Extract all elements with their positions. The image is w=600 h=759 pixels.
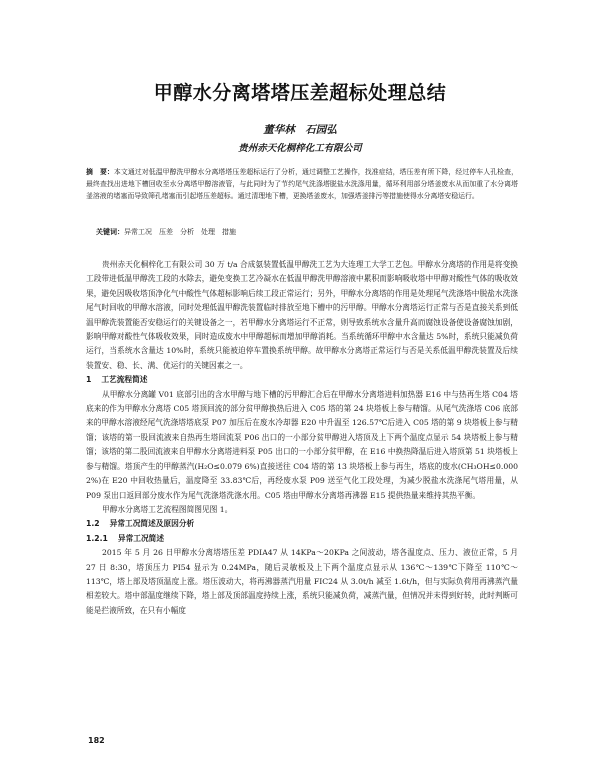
body-text <box>86 258 518 618</box>
paper-title: 甲醇水分离塔塔压差超标处理总结 <box>153 82 447 104</box>
section-heading-1-2 <box>86 517 518 531</box>
paragraph-intro: 贵州赤天化桐梓化工有限公司 30 万 t/a 合成氨装置低温甲醇洗工艺为大连理工大学工艺包。甲醇水分离塔的作用是将变换工段带进低温甲醇洗工段的水除去，避免变换工艺冷凝水在低温甲醇洗甲醇溶液中累积而影响吸收塔中甲醇对酸性气体的吸收效果，避免因吸收塔顶净化气中酸性气体超标影响后续工段正常运行；另外，甲醇水分离塔的作用是处理尾气洗涤塔中脱盐水洗涤尾气时回收的甲醇水溶液，同时处理低温甲醇洗装置临时排放至地下槽中的污甲醇。甲醇水分离塔运行正常与否是直接关系到低温甲醇洗装置能否安稳运行的关键设备之一，若甲醇水分离塔运行不正常，则导致系统水含量升高而腐蚀设备使设备腐蚀加剧，影响甲醇对酸性气体吸收效果，同时造成废水中甲醇超标而增加甲醇消耗。当系统循环甲醇中水含量达 5%时，系统只能减负荷运行，当系统水含量达 10%时，系统只能被迫停车置换系统甲醇。故甲醇水分离塔正常运行与否是关系低温甲醇洗装置及后续装置安、稳、长、满、优运行的关键因素之一。 <box>86 260 518 370</box>
paragraph-figure-ref: 甲醇水分离塔工艺流程图简图见图 1。 <box>102 504 233 514</box>
page-number: 182 <box>88 736 105 745</box>
keywords-text: 异常工况 压差 分析 处理 措施 <box>124 228 236 236</box>
paragraph-process: 从甲醇水分离罐 V01 底部引出的含水甲醇与地下槽的污甲醇汇合后在甲醇水分离塔进料加热器 E16 中与热再生塔 C04 塔底来的作为甲醇水分离塔 C05 塔顶回流的部分贫甲醇换热后进入 C05 塔的第 24 块塔板上参与精馏。从尾气洗涤塔 C06 底部来的甲醇水溶液经尾气洗涤塔塔底泵 P07 加压后在废水冷却器 E20 中升温至 126.57℃后进入 C05 塔的第 9 块塔板上参与精馏；该塔的第一股回流液来自热再生塔回流泵 P06 出口的一小部分贫甲醇进入塔顶及上下两个温度点显示 54 块塔板上参与精馏；该塔的第二股回流液来自甲醇水分离塔进料泵 P05 出口的一小部分贫甲醇，在 E16 中换热降温后进入塔顶第 51 块塔板上参与精馏。塔顶产生的甲醇蒸汽(H₂O≤0.079 6%)直接送往 C04 塔的第 13 块塔板上参与再生，塔底的废水(CH₃OH≤0.000 2%)在 E20 中回收热量后，温度降至 33.83℃后，再经废水泵 P09 送至气化工段处理，为减少脱盐水洗涤尾气塔用量，从 P09 泵出口返回部分废水作为尾气洗涤塔洗涤水用。C05 塔由甲醇水分离塔再沸器 E15 提供热量来维持其热平衡。 <box>86 389 518 500</box>
section-title: 异常工况简述 <box>117 533 165 543</box>
author-line: 董华林 石园弘 <box>263 124 337 136</box>
paragraph-abnormal: 2015 年 5 月 26 日甲醇水分离塔塔压差 PDIA47 从 14KPa～20KPa 之间波动，塔各温度点、压力、液位正常，5 月 27 日 8:30，塔顶压力 PI54 显示为 0.24MPa，随后灵敏板及上下两个温度点显示从 136℃～139℃下降至 110℃～113℃，塔上部及塔顶温度上涨。塔压波动大，将再沸器蒸汽用量 FIC24 从 3.0t/h 减至 1.6t/h，但与实际负荷用再沸蒸汽量相差较大。塔中部温度继续下降，塔上部及顶部温度持续上涨，系统只能减负荷，减蒸汽量，但情况并未得到好转，此时判断可能是拦液所致，在只有小幅度 <box>86 548 518 615</box>
section-heading-1-2-1 <box>86 532 518 546</box>
abstract-label: 摘 要： <box>86 168 114 176</box>
section-heading-1 <box>86 373 518 387</box>
keywords-block <box>96 226 516 238</box>
affiliation: 贵州赤天化桐梓化工有限公司 <box>238 143 362 154</box>
section-title: 工艺流程简述 <box>101 375 148 385</box>
abstract-text: 本文通过对低温甲醇洗甲醇水分离塔塔压差超标运行了分析，通过调整工艺操作，找准症结，塔压差有所下降，经过停车人孔检查，最终查找出进地下槽回收至水分离塔甲醇溶液管，与此同时为了节约尾气洗涤塔脱盐水洗涤用量，循环利用部分塔釜废水从而加重了水分离塔釜溶液的堵塞而导致筛孔堵塞而引起塔压差超标。通过清理地下槽，更换塔釜废水，加强塔釜排污等措施使得水分离塔安稳运行。 <box>86 168 519 201</box>
section-number: 1.2.1 <box>86 533 108 543</box>
section-number: 1.2 <box>86 519 100 529</box>
keywords-label: 关键词： <box>96 227 124 236</box>
section-title: 异常工况简述及原因分析 <box>109 519 195 529</box>
section-number: 1 <box>86 375 92 385</box>
abstract-block <box>86 166 518 202</box>
